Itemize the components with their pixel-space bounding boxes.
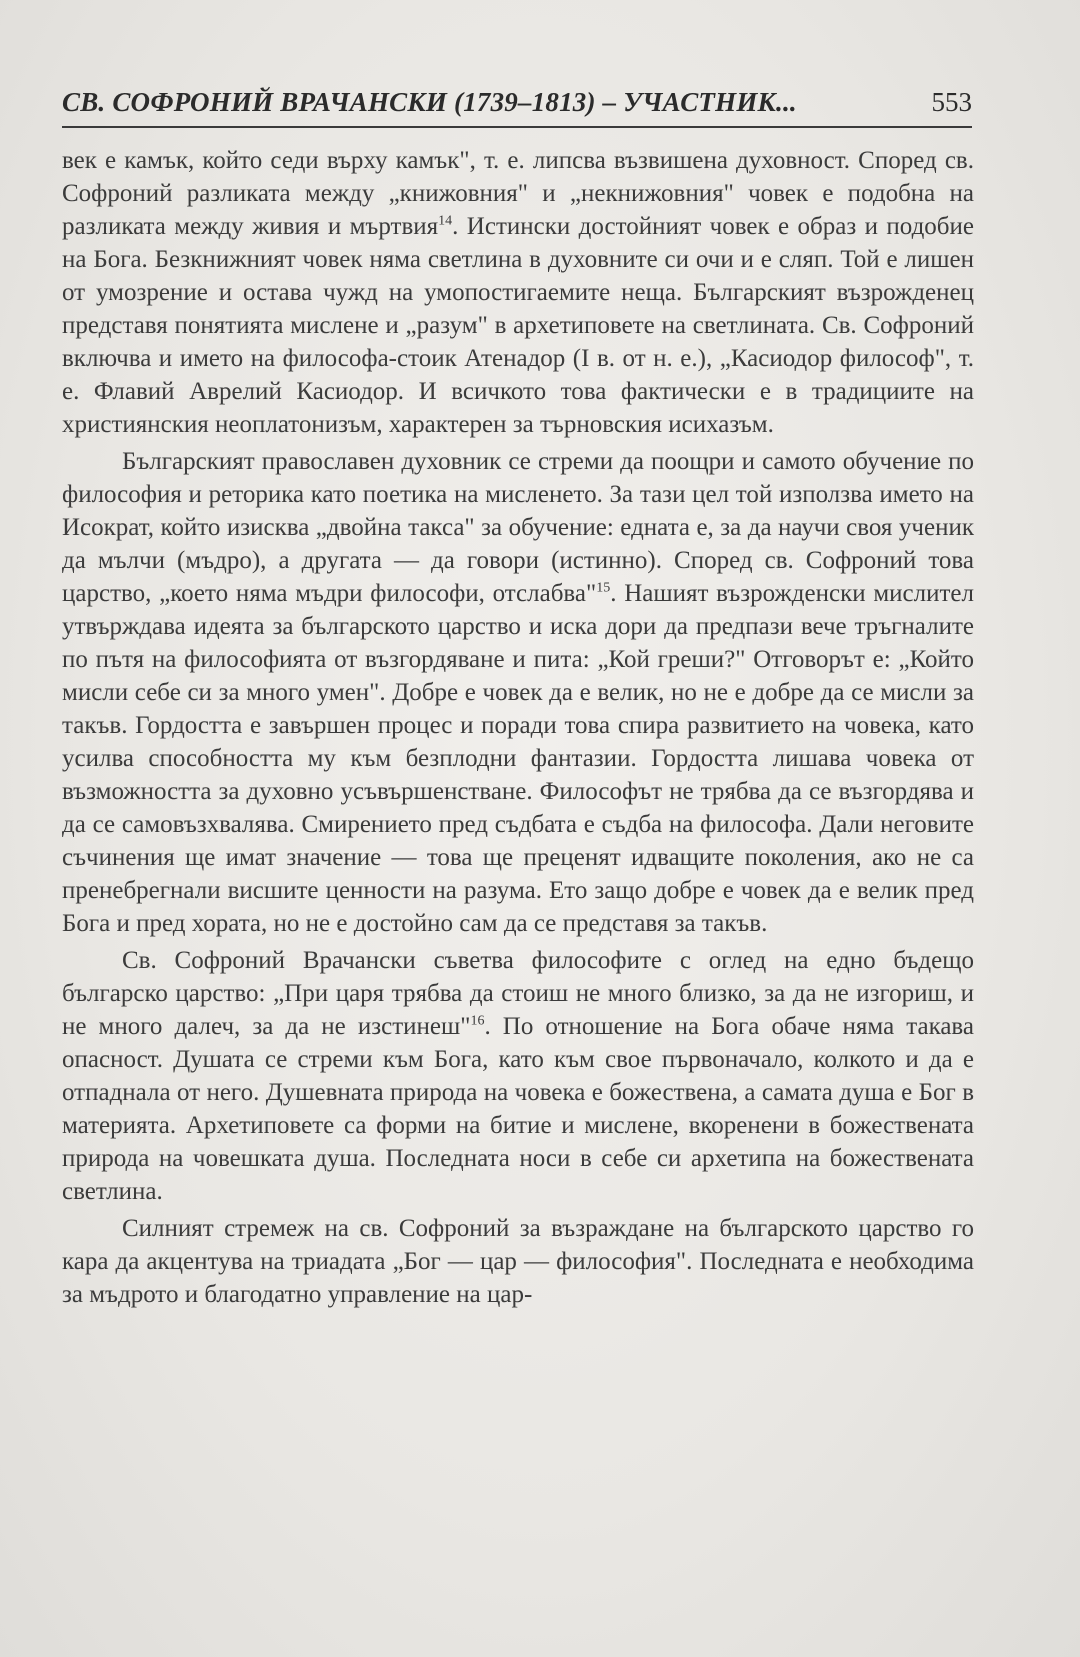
paragraph-3 <box>62 944 974 1208</box>
running-title: СВ. СОФРОНИЙ ВРАЧАНСКИ (1739–1813) – УЧАСТНИК... <box>62 87 797 117</box>
paragraph-text: Силният стремеж на св. Софроний за възраждане на българското царство го кара да акцентува на триадата „Бог — цар — философия". Последната е необходима за мъдрото и благодатно управление на цар- <box>62 1215 974 1308</box>
paragraph-text: Св. Софроний Врачански съветва философите с оглед на едно бъдещо българско царство: „При царя трябва да стоиш не много близко, за да не изгориш, и не много далеч, за да не изстинеш" <box>62 947 974 1040</box>
footnote-ref-14: 14 <box>438 213 453 229</box>
paragraph-text: . По отношение на Бога обаче няма такава опасност. Душата се стреми към Бога, като към свое първоначало, колкото и да е отпаднала от него. Душевната природа на човека е божествена, а самата душа е Бог в материята. Архетиповете са форми на битие и мислене, вкоренени в божествената природа на човешката душа. Последната носи в себе си архетипа на божествената светлина. <box>62 1013 975 1205</box>
paragraph-4 <box>62 1212 974 1311</box>
page-number: 553 <box>931 87 972 117</box>
footnote-ref-16: 16 <box>470 1013 485 1029</box>
paragraph-text: . Нашият възрожденски мислител утвърждава идеята за българското царство и иска дори да предпази вече тръгналите по пътя на философията от възгордяване и пита: „Кой греши?" Отговорът е: „Който мисли себе си за много умен". Добре е човек да е велик, но не е добре да се мисли за такъв. Гордостта е завършен процес и поради това спира развитието на човека, като усилва способността му към безплодни фантазии. Гордостта лишава човека от възможността за духовно усъвършенстване. Философът не трябва да се възгордява и да се самовъзхвалява. Смирението пред съдбата е съдба на философа. Дали неговите съчинения ще имат значение — това ще преценят идващите поколения, ако не са пренебрегнали висшите ценности на разума. Ето защо добре е човек да е велик пред Бога и пред хората, но не е достойно сам да се представя за такъв. <box>62 580 975 937</box>
paragraph-2 <box>62 445 974 940</box>
paragraph-1 <box>62 144 974 441</box>
paragraph-text: век е камък, който седи върху камък", т. е. липсва възвишена духовност. Според св. Софроний разликата между „книжовния" и „некнижовния" човек е подобна на разликата между живия и мъртвия <box>62 147 974 240</box>
body-text <box>62 144 974 1315</box>
running-header <box>62 82 972 128</box>
paragraph-text: Българският православен духовник се стреми да поощри и самото обучение по философия и реторика като поетика на мисленето. За тази цел той използва името на Исократ, който изисква „двойна такса" за обучение: едната е, за да научи своя ученик да мълчи (мъдро), а другата — да говори (истинно). Според св. Софроний това царство, „което няма мъдри философи, отслабва" <box>62 448 974 607</box>
footnote-ref-15: 15 <box>596 580 611 596</box>
paragraph-text: . Истински достойният човек е образ и подобие на Бога. Безкнижният човек няма светлина в духовните си очи и е сляп. Той е лишен от умозрение и остава чужд на умопостигаемите неща. Българският възрожденец представя понятията мислене и „разум" в архетиповете на светлината. Св. Софроний включва и името на философа-стоик Атенадор (I в. от н. е.), „Касиодор философ", т. е. Флавий Аврелий Касиодор. И всичкото това фактически е в традициите на християнския неоплатонизъм, характерен за търновския исихазъм. <box>62 213 974 438</box>
